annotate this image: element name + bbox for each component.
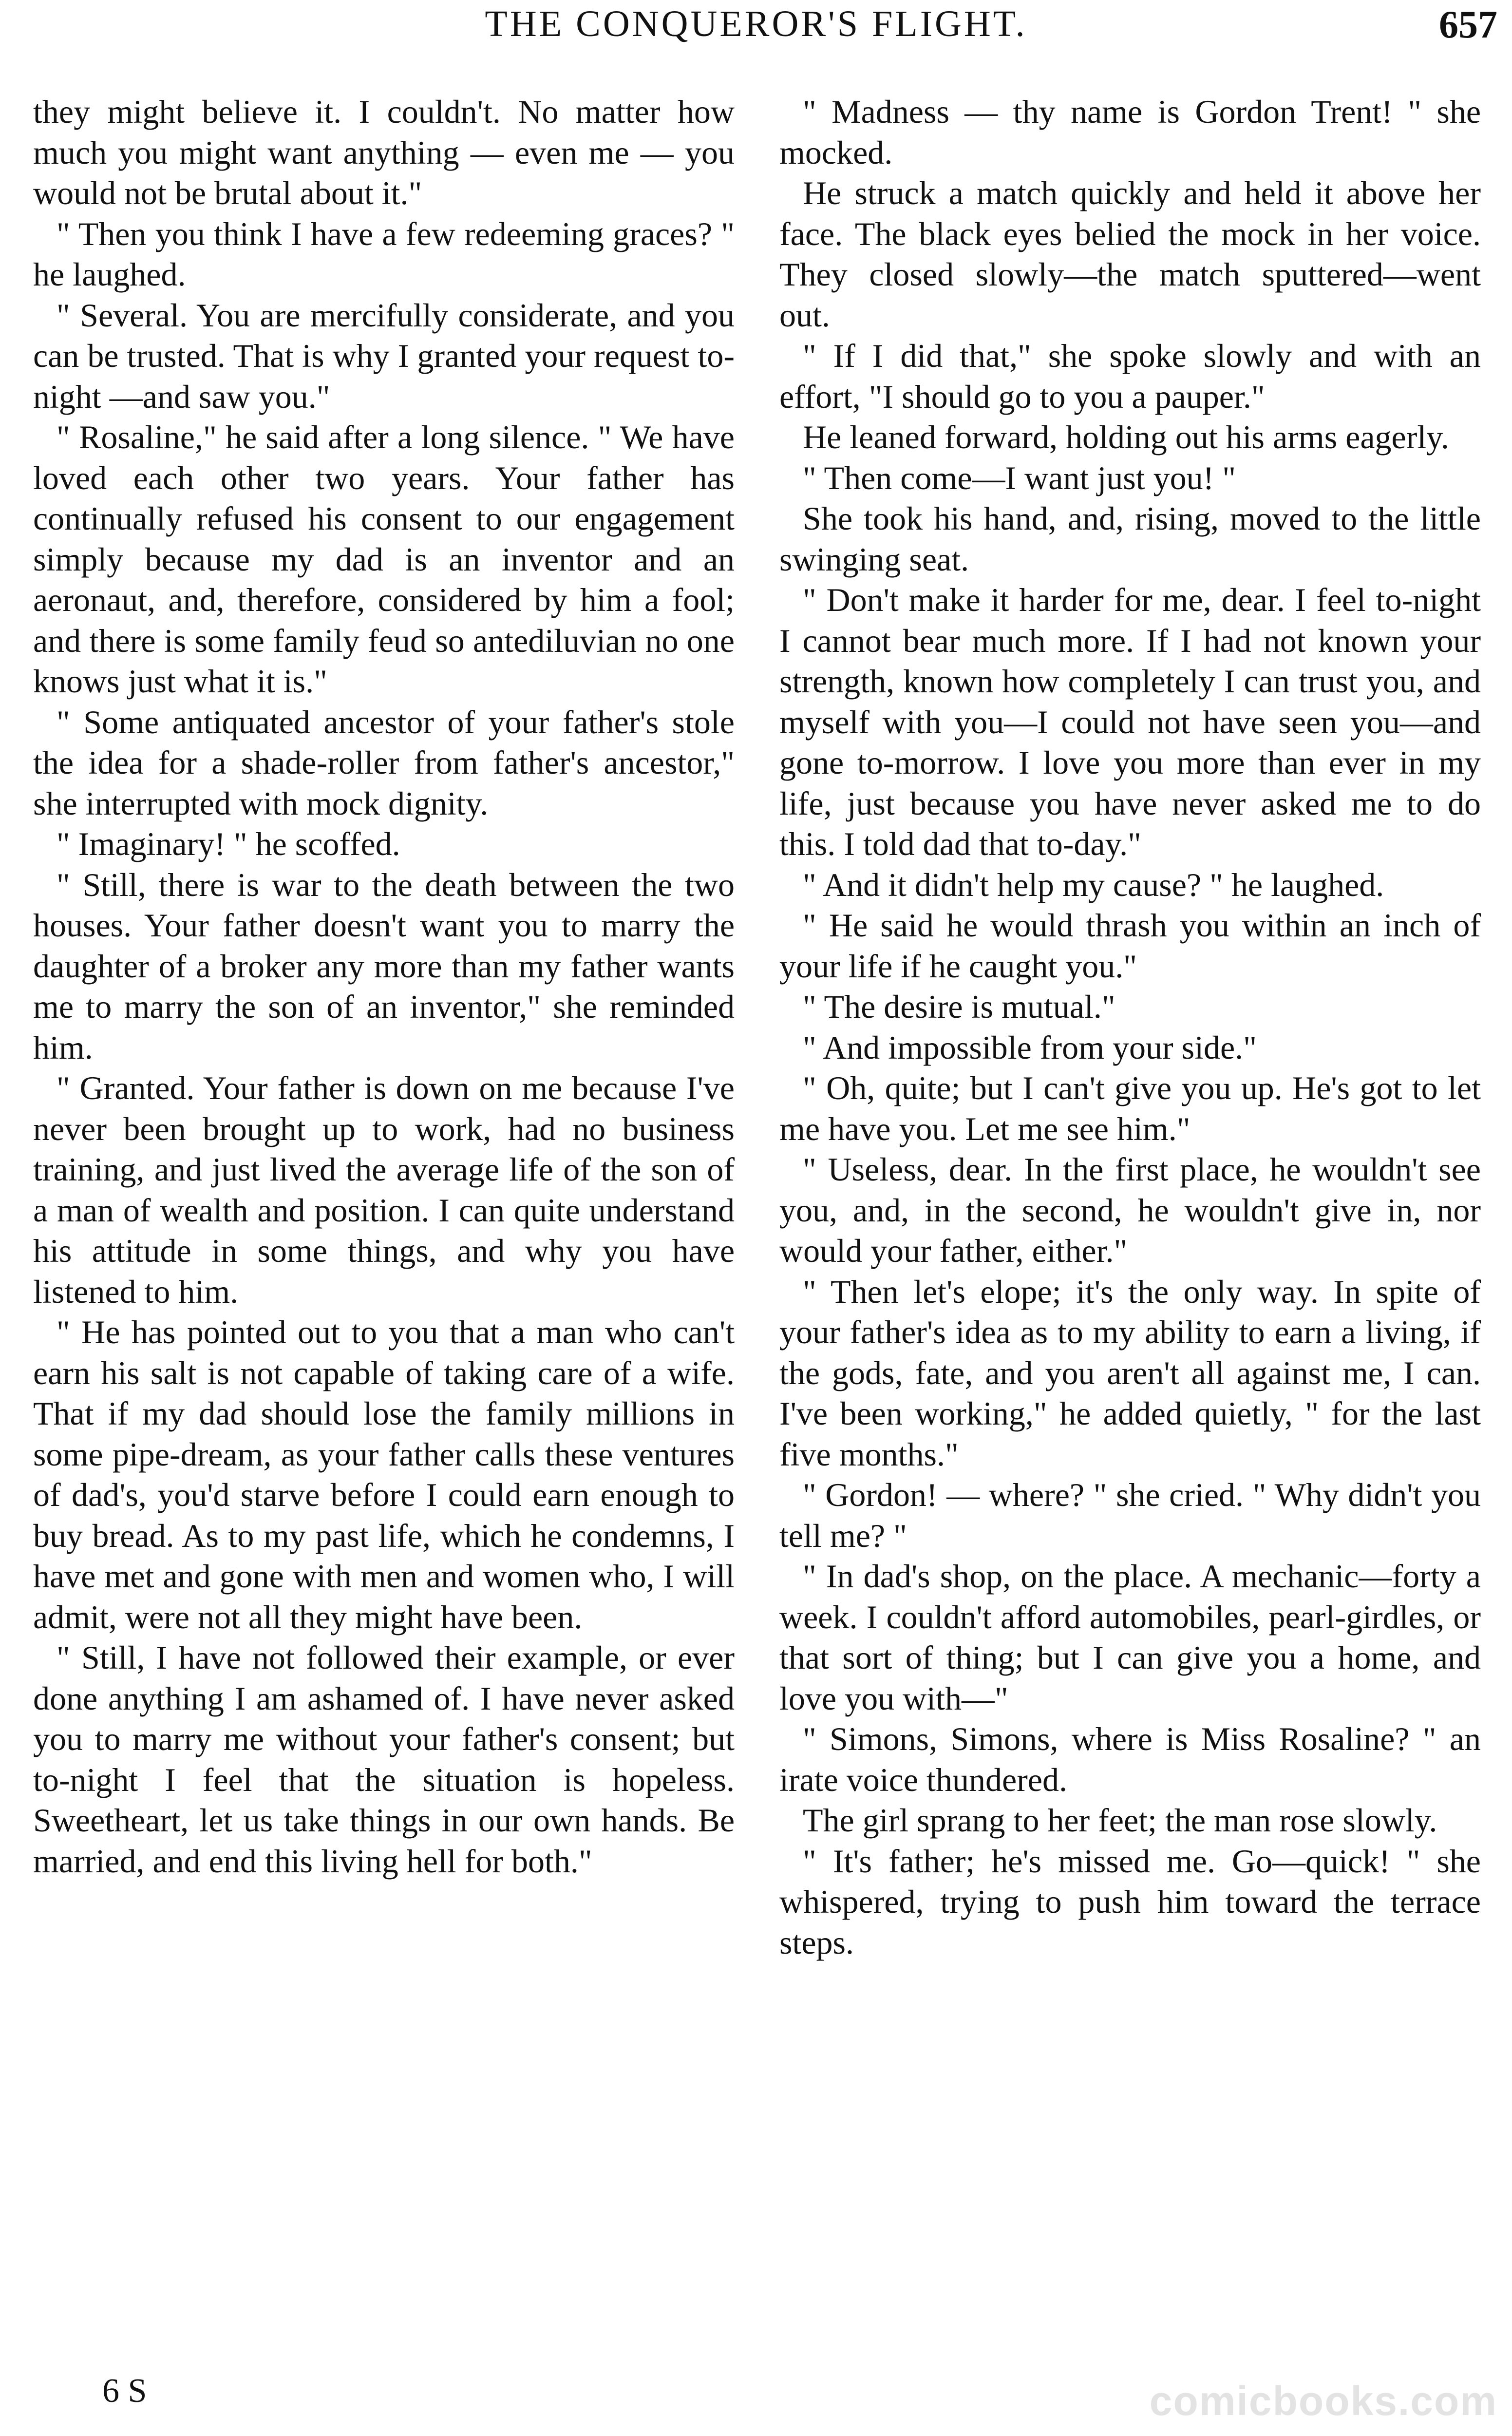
paragraph: " If I did that," she spoke slowly and with an effort, "I should go to you a pauper." [779,337,1481,415]
paragraph: " Then let's elope; it's the only way. In spite of your father's idea as to my ability to earn a living, if the gods, fate, and you aren't all against me, I can. I've been working," he added quietly, " for the last five months." [779,1273,1481,1473]
paragraph: " Simons, Simons, where is Miss Rosaline? " an irate voice thundered. [779,1720,1481,1798]
left-column [33,92,735,1882]
signature-mark: 6 S [102,2372,147,2410]
paragraph: She took his hand, and, rising, moved to the little swinging seat. [779,500,1481,578]
paragraph: " Rosaline," he said after a long silence. " We have loved each other two years. Your father has continually refused his consent to our engagement simply because my dad is an inventor and an aeronaut, and, therefore, considered by him a fool; and there is some family feud so antediluvian no one knows just what it is." [33,419,735,700]
paragraph: " Still, I have not followed their example, or ever done anything I am ashamed of. I have never asked you to marry me without your father's consent; but to-night I feel that the situation is hopeless. Sweetheart, let us take things in our own hands. Be married, and end this living hell for both." [33,1639,735,1880]
paragraph: " He said he would thrash you within an inch of your life if he caught you." [779,907,1481,985]
page-header [0,0,1512,63]
page-number: 657 [1439,3,1497,46]
paragraph: " Imaginary! " he scoffed. [57,825,400,862]
paragraph: " The desire is mutual." [803,988,1115,1025]
paragraph: " Some antiquated ancestor of your father's stole the idea for a shade-roller from father's ancestor," she interrupted with mock dignity. [33,703,735,822]
paragraph: " In dad's shop, on the place. A mechanic—forty a week. I couldn't afford automobiles, pearl-girdles, or that sort of thing; but I can give you a home, and love you with—" [779,1558,1481,1717]
paragraph: He struck a match quickly and held it above her face. The black eyes belied the mock in her voice. They closed slowly—the match sputtered—went out. [779,174,1481,334]
right-column [779,92,1481,1963]
paragraph: " Don't make it harder for me, dear. I feel to-night I cannot bear much more. If I had not known your strength, known how completely I can trust you, and myself with you—I could not have seen you—and gone to-morrow. I love you more than ever in my life, just because you have never asked me to do this. I told dad that to-day." [779,581,1481,862]
paragraph: " He has pointed out to you that a man who can't earn his salt is not capable of taking care of a wife. That if my dad should lose the family millions in some pipe-dream, as your father calls these ventures of dad's, you'd starve before I could earn enough to buy bread. As to my past life, which he condemns, I have met and gone with men and women who, I will admit, were not all they might have been. [33,1313,735,1636]
watermark: comicbooks.com [1149,2378,1497,2424]
paragraph: " Madness — thy name is Gordon Trent! " she mocked. [779,93,1481,171]
paragraph: " Useless, dear. In the first place, he wouldn't see you, and, in the second, he wouldn't give in, nor would your father, either." [779,1151,1481,1269]
paragraph: " Oh, quite; but I can't give you up. He's got to let me have you. Let me see him." [779,1069,1481,1147]
paragraph: " It's father; he's missed me. Go—quick! " she whispered, trying to push him toward the terrace steps. [779,1842,1481,1961]
paragraph: " Gordon! — where? " she cried. " Why didn't you tell me? " [779,1476,1481,1554]
paragraph: " Granted. Your father is down on me because I've never been brought up to work, had no business training, and just lived the average life of the son of a man of wealth and position. I can quite understand his attitude in some things, and why you have listened to him. [33,1069,735,1310]
paragraph: " And it didn't help my cause? " he laughed. [803,866,1384,903]
paragraph: The girl sprang to her feet; the man rose slowly. [803,1802,1437,1839]
paragraph: " And impossible from your side." [803,1028,1257,1066]
paragraph: He leaned forward, holding out his arms eagerly. [803,419,1449,456]
running-title: THE CONQUEROR'S FLIGHT. [485,3,1027,44]
paragraph: " Then come—I want just you! " [803,459,1236,496]
paragraph: " Several. You are mercifully considerate, and you can be trusted. That is why I granted your request to-night —and saw you." [33,296,735,415]
paragraph: " Still, there is war to the death between the two houses. Your father doesn't want you to marry the daughter of a broker any more than my father wants me to marry the son of an inventor," she reminded him. [33,866,735,1066]
paragraph: " Then you think I have a few redeeming graces? " he laughed. [33,215,735,293]
paragraph: they might believe it. I couldn't. No matter how much you might want anything — even me — you would not be brutal about it." [33,93,735,211]
